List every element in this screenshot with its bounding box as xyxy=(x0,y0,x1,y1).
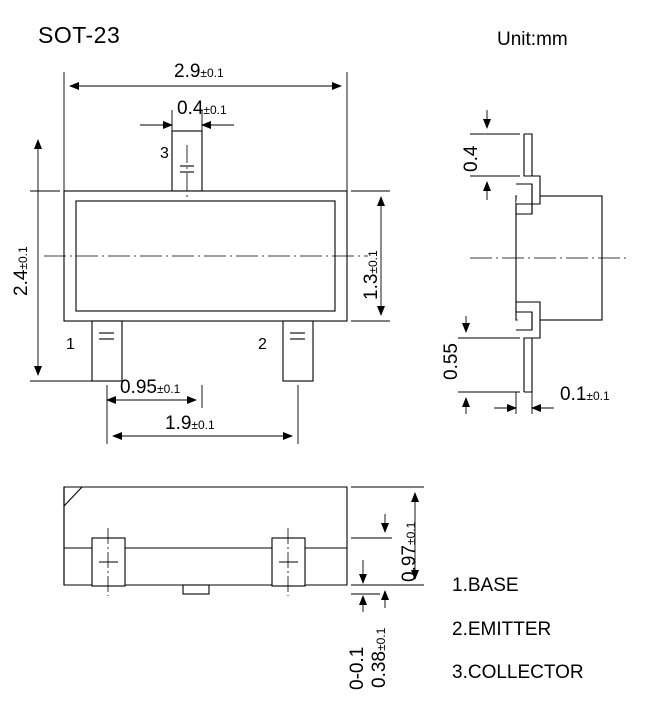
pin-number-1: 1 xyxy=(66,336,75,353)
dim-tolerance: ±0.1 xyxy=(191,418,215,432)
dim-value: 0.97 xyxy=(399,545,420,582)
dim-label-pitch-full xyxy=(165,414,215,433)
dim-value: 0.95 xyxy=(120,377,157,398)
dim-top-width xyxy=(64,72,347,196)
dim-value: 1.9 xyxy=(165,413,192,434)
drawing-title: SOT-23 xyxy=(38,22,121,48)
dim-tolerance: ±0.1 xyxy=(200,66,224,80)
dim-value: 2.4 xyxy=(11,269,32,296)
dim-value: 1.3 xyxy=(361,273,382,300)
dim-label-lead-foot xyxy=(370,628,389,688)
dim-label-lead-width xyxy=(177,99,227,118)
dim-tolerance: ±0.1 xyxy=(404,521,418,546)
top-view-geometry xyxy=(44,131,368,381)
pin-number-3: 3 xyxy=(160,145,169,162)
legend-item-emitter: 2.EMITTER xyxy=(452,619,552,640)
dim-label-body-height xyxy=(12,246,31,296)
dim-side-lead-bottom xyxy=(458,316,520,414)
dim-value: 0.4 xyxy=(177,98,204,119)
dim-label-body-inner-height xyxy=(362,250,381,300)
pin-number-2: 2 xyxy=(258,336,267,353)
dim-side-lead-thickness xyxy=(494,392,554,414)
dim-label-side-lead-thickness xyxy=(560,385,610,404)
dim-tolerance: ±0.1 xyxy=(203,103,227,117)
dim-label-side-lead-top xyxy=(462,146,481,172)
dim-label-front-height xyxy=(400,522,419,582)
dim-label-pitch-half xyxy=(120,378,180,397)
legend-item-base: 1.BASE xyxy=(452,575,519,596)
dim-value: 0.38 xyxy=(369,651,390,688)
dim-value: 2.9 xyxy=(174,61,201,82)
legend-item-collector: 3.COLLECTOR xyxy=(452,662,584,683)
dim-standoff xyxy=(351,560,380,612)
dim-value: 0.55 xyxy=(441,343,462,380)
dim-tolerance: ±0.1 xyxy=(374,627,388,652)
dim-value: 0.1 xyxy=(560,384,587,405)
dim-tolerance: ±0.1 xyxy=(156,382,181,396)
dim-value: 0.4 xyxy=(461,145,482,172)
front-view-geometry xyxy=(64,487,347,596)
unit-note: Unit:mm xyxy=(497,29,568,50)
dim-label-top-width xyxy=(174,62,224,81)
dim-tolerance: ±0.1 xyxy=(586,389,610,403)
dim-tolerance: ±0.1 xyxy=(366,250,380,274)
dim-value: 0-0.1 xyxy=(347,646,368,690)
dim-tolerance: ±0.1 xyxy=(16,246,30,270)
dim-label-standoff xyxy=(348,647,367,690)
side-view-geometry xyxy=(470,134,628,392)
dim-label-side-lead-bottom xyxy=(442,343,461,380)
